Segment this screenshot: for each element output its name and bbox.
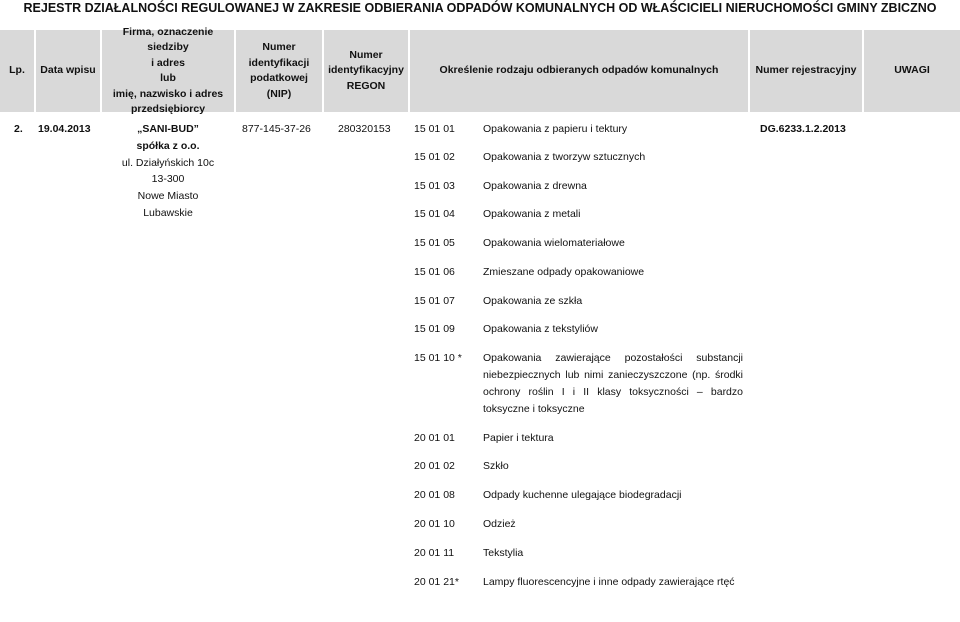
header-regon-line: REGON <box>346 79 386 92</box>
waste-code: 15 01 01 <box>414 123 455 135</box>
header-firma-line: Firma, oznaczenie siedziby <box>122 25 214 53</box>
waste-desc: Szkło <box>483 460 509 472</box>
waste-desc: Opakowania z tworzyw sztucznych <box>483 151 646 163</box>
entry-date: 19.04.2013 <box>38 123 91 135</box>
waste-desc: Opakowania z papieru i tektury <box>483 123 628 135</box>
header-uwagi <box>864 30 960 112</box>
header-lp <box>0 30 34 112</box>
waste-code: 20 01 02 <box>414 460 455 472</box>
header-nip <box>236 30 322 112</box>
header-firma-line: przedsiębiorcy <box>130 103 206 115</box>
header-nr-rej <box>750 30 862 112</box>
waste-code: 20 01 08 <box>414 489 455 501</box>
waste-desc: Odzież <box>483 518 516 530</box>
entry-firma-street: ul. Działyńskich 10c <box>121 157 215 169</box>
header-firma <box>102 25 234 115</box>
waste-code: 15 01 02 <box>414 151 455 163</box>
header-uwagi-label: UWAGI <box>894 64 930 77</box>
waste-code: 15 01 04 <box>414 208 455 220</box>
waste-code: 15 01 05 <box>414 237 455 249</box>
header-data-wpisu-label: Data wpisu <box>40 64 96 77</box>
entry-firma-city2: Lubawskie <box>143 207 193 219</box>
header-firma-line: lub <box>160 72 176 84</box>
entry-firma-form: spółka z o.o. <box>136 140 200 152</box>
header-odpady-label: Określenie rodzaju odbieranych odpadów komunalnych <box>439 64 719 77</box>
header-nip-line: Numer <box>262 41 296 53</box>
waste-desc: Opakowania z tekstyliów <box>483 323 598 335</box>
waste-desc: Opakowania zawierające pozostałości substancji niebezpiecznych lub nimi zanieczyszczone (np. środki ochrony roślin I i II klasy toksyczności – bardzo toksyczne i toksyczne <box>483 352 743 415</box>
waste-desc: Opakowania z metali <box>483 208 581 220</box>
header-lp-label: Lp. <box>9 64 25 77</box>
waste-code: 20 01 10 <box>414 518 455 530</box>
waste-desc: Lampy fluorescencyjne i inne odpady zawierające rtęć <box>483 576 735 588</box>
waste-code: 20 01 11 <box>414 547 455 559</box>
entry-regon: 280320153 <box>338 123 391 135</box>
entry-nr-rej: DG.6233.1.2.2013 <box>760 123 846 135</box>
waste-code: 20 01 21* <box>414 576 459 588</box>
header-nip-line: identyfikacji <box>248 56 310 69</box>
entry-firma-postcode: 13-300 <box>151 173 185 185</box>
entry-firma-name: „SANI-BUD” <box>137 123 199 135</box>
entry-firma-city: Nowe Miasto <box>137 190 199 202</box>
waste-desc: Tekstylia <box>483 547 524 559</box>
header-data-wpisu <box>36 30 100 112</box>
waste-code: 20 01 01 <box>414 432 455 444</box>
waste-desc: Opakowania ze szkła <box>483 295 583 307</box>
header-nip-line: (NIP) <box>266 87 292 100</box>
header-firma-line: imię, nazwisko i adres <box>112 87 224 100</box>
header-regon-line: Numer <box>349 48 383 61</box>
waste-desc: Opakowania wielomateriałowe <box>483 237 625 249</box>
waste-code: 15 01 07 <box>414 295 455 307</box>
waste-code: 15 01 09 <box>414 323 455 335</box>
waste-desc: Zmieszane odpady opakowaniowe <box>483 266 645 278</box>
waste-code: 15 01 03 <box>414 180 455 192</box>
entry-lp: 2. <box>14 123 23 135</box>
header-regon <box>324 30 408 112</box>
waste-code: 15 01 10 * <box>414 352 462 364</box>
register-title: REJESTR DZIAŁALNOŚCI REGULOWANEJ W ZAKRESIE ODBIERANIA ODPADÓW KOMUNALNYCH OD WŁAŚCICIELI NIERUCHOMOŚCI GMINY ZBICZNO <box>23 1 937 15</box>
header-firma-line: i adres <box>151 56 185 69</box>
waste-desc: Odpady kuchenne ulegające biodegradacji <box>483 489 682 501</box>
header-odpady <box>410 30 748 112</box>
waste-code: 15 01 06 <box>414 266 455 278</box>
waste-desc: Opakowania z drewna <box>483 180 587 192</box>
header-nip-line: podatkowej <box>250 72 308 84</box>
waste-desc: Papier i tektura <box>483 432 554 444</box>
header-nr-rej-label: Numer rejestracyjny <box>755 64 857 77</box>
entry-nip: 877-145-37-26 <box>242 123 311 135</box>
header-regon-line: identyfikacyjny <box>328 64 404 77</box>
